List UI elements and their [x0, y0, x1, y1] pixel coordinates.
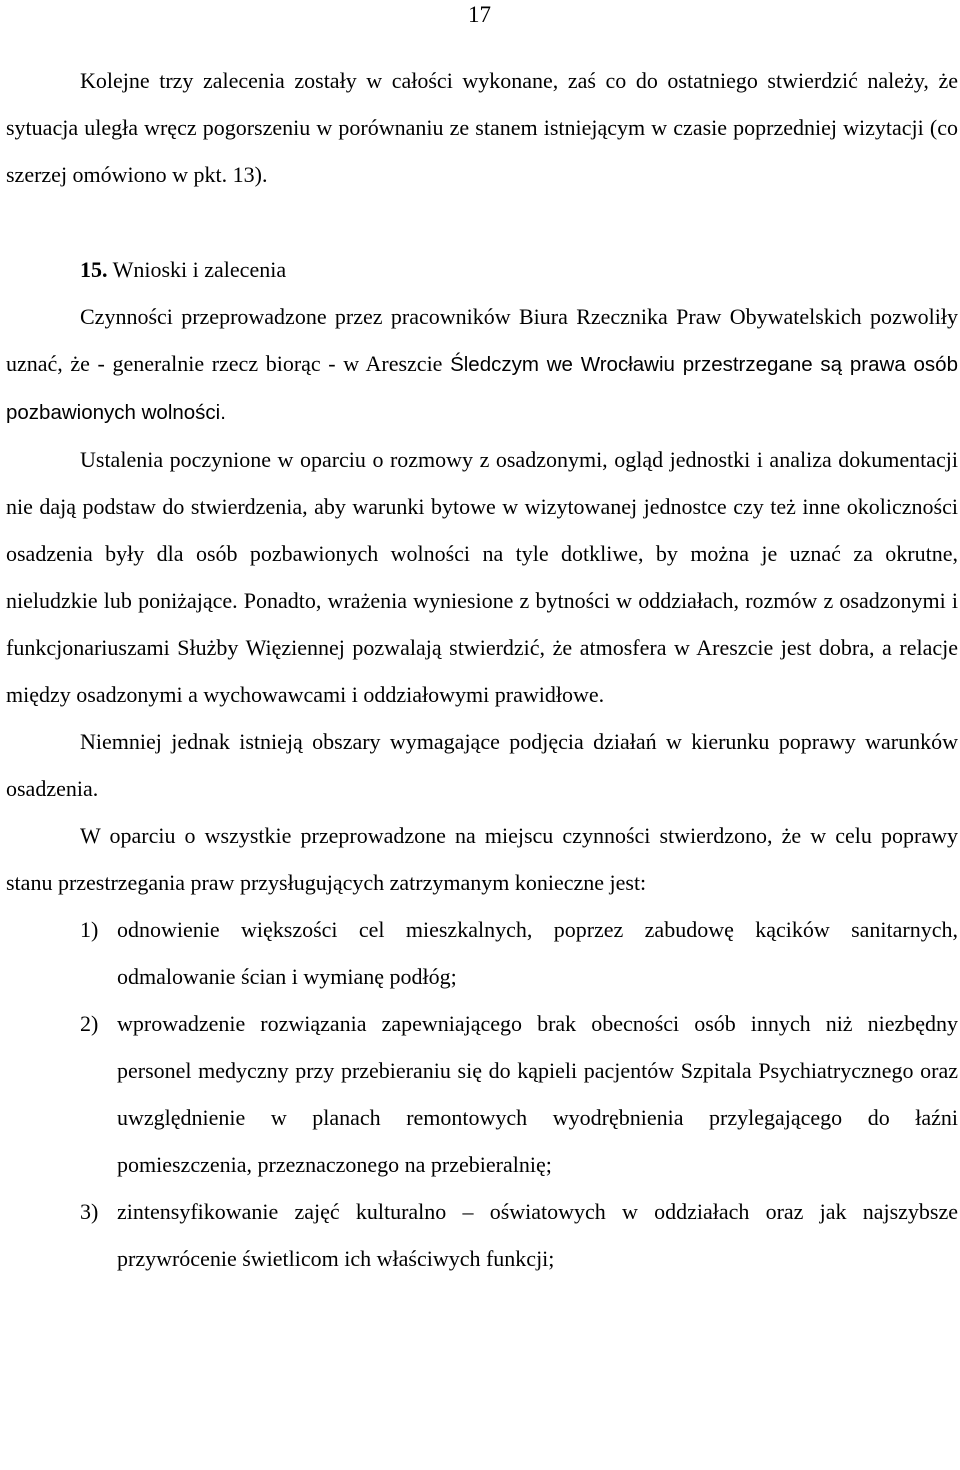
- findings-text-part1: Ustalenia poczynione w oparciu o rozmowy z osadzonymi, ogląd jednostki i analiza dokumentacji nie dają podstaw do stwierdzenia, aby warunki bytowe w wizytowanej jednostce czy też inne okoliczności osadzenia były dla osób pozbawionych wolności na tyle dotkliwe, by można je uznać za okrutne, nieludzkie lub poniżające.: [6, 447, 958, 613]
- section-number: 15.: [80, 257, 108, 282]
- list-item: [6, 1188, 958, 1282]
- findings-text-part2: Ponadto, wrażenia wyniesione z bytności w oddziałach, rozmów z osadzonymi i funkcjonariuszami Służby Więziennej pozwalają stwierdzić, że atmosfera w Areszcie jest dobra, a relacje między osadzonymi a wychowawcami i oddziałowymi prawidłowe.: [6, 588, 958, 707]
- conclusion-text-part2: Śledczym we Wrocławiu przestrzegane są prawa osób pozbawionych wolności.: [6, 353, 958, 424]
- list-item-text: wprowadzenie rozwiązania zapewniającego brak obecności osób innych niż niezbędny personel medyczny przy przebieraniu się do kąpieli pacjentów Szpitala Psychiatrycznego oraz uwzględnienie w planach remontowych wyodrębnienia przylegającego do łaźni pomieszczenia, przeznaczonego na przebieralnię;: [117, 1011, 958, 1177]
- list-item-text: odnowienie większości cel mieszkalnych, poprzez zabudowę kącików sanitarnych, odmalowanie ścian i wymianę podłóg;: [117, 917, 958, 989]
- section-heading: [6, 246, 958, 293]
- recommendations-list: [6, 906, 958, 1282]
- intro-paragraph: Kolejne trzy zalecenia zostały w całości wykonane, zaś co do ostatniego stwierdzić należy, że sytuacja uległa wręcz pogorszeniu w porównaniu ze stanem istniejącym w czasie poprzedniej wizytacji (co szerzej omówiono w pkt. 13).: [6, 68, 958, 187]
- based-on-paragraph: W oparciu o wszystkie przeprowadzone na miejscu czynności stwierdzono, że w celu poprawy stanu przestrzegania praw przysługujących zatrzymanym konieczne jest:: [6, 823, 958, 895]
- list-item-text: zintensyfikowanie zajęć kulturalno – oświatowych w oddziałach oraz jak najszybsze przywrócenie świetlicom ich właściwych funkcji;: [117, 1199, 958, 1271]
- nevertheless-paragraph: Niemniej jednak istnieją obszary wymagające podjęcia działań w kierunku poprawy warunków osadzenia.: [6, 729, 958, 801]
- list-item: [6, 906, 958, 1000]
- findings-paragraph: [6, 436, 958, 718]
- conclusion-paragraph: [6, 293, 958, 436]
- list-marker: 2): [80, 1011, 99, 1036]
- page-number: 17: [468, 2, 491, 27]
- section-title: Wnioski i zalecenia: [112, 257, 287, 282]
- list-marker: 3): [80, 1199, 99, 1224]
- conclusion-text-part1: Czynności przeprowadzone przez pracowników Biura Rzecznika Praw Obywatelskich pozwoliły uznać, że - generalnie rzecz biorąc - w Areszcie: [6, 304, 958, 376]
- list-item: [6, 1000, 958, 1188]
- list-marker: 1): [80, 917, 99, 942]
- page-content: [6, 57, 958, 1282]
